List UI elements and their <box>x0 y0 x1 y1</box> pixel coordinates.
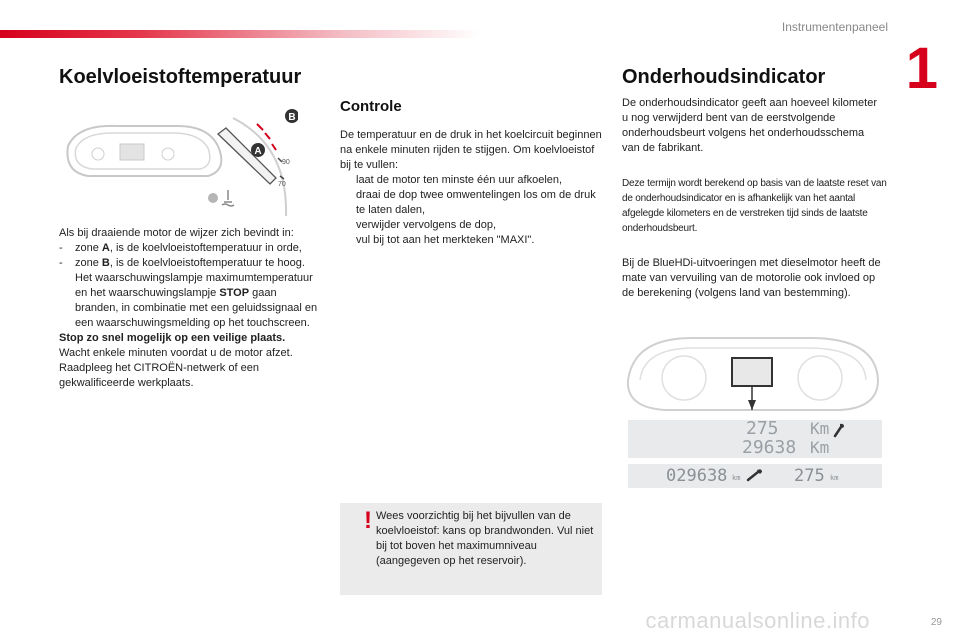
zone-list <box>59 241 319 331</box>
wrench-icon <box>832 422 846 438</box>
wait-text: Wacht enkele minuten voordat u de motor afzet. <box>59 347 293 359</box>
header-accent-bar <box>0 30 480 38</box>
service-km-2-unit: km <box>830 474 839 482</box>
list-item: - zone A, is de koelvloeistoftemperatuur in orde, <box>59 242 302 254</box>
wrench-icon <box>746 468 764 482</box>
warning-text: Wees voorzichtig bij het bijvullen van de koelvloeistof: kans op brandwonden. Vul niet bij tot boven het maximumniveau (aangegeven op het reservoir). <box>376 510 594 567</box>
intro-text: Als bij draaiende motor de wijzer zich bevindt in: <box>59 227 294 239</box>
odometer-2: 029638 <box>666 466 728 486</box>
odometer-2-unit: km <box>732 474 741 482</box>
maintenance-p3: Bij de BlueHDi-uitvoeringen met dieselmotor heeft de mate van vervuiling van de motorolie ook invloed op de berekening (volgens land van bestemming). <box>622 257 881 299</box>
odometer-unit: Km <box>810 438 830 457</box>
maintenance-p1: De onderhoudsindicator geeft aan hoeveel kilometer u nog verwijderd bent van de eerstvolgende onderhoudsbeurt volgens het onderhoudsschema van de fabrikant. <box>622 97 877 154</box>
coolant-description <box>59 226 319 391</box>
dashboard-illustration <box>620 330 886 416</box>
list-item: laat de motor ten minste één uur afkoelen, <box>356 174 563 186</box>
service-display-2 <box>628 464 882 488</box>
coolant-gauge-illustration <box>58 106 298 218</box>
warning-box <box>340 503 602 595</box>
controle-text-block <box>340 128 602 248</box>
temp-90-label: 90 <box>282 159 290 166</box>
service-display-1 <box>628 420 882 458</box>
list-item: draai de dop twee omwentelingen los om de druk te laten dalen, <box>356 189 596 216</box>
service-km-unit: Km <box>810 419 830 438</box>
maintenance-title: Onderhoudsindicator <box>622 66 826 88</box>
stop-instruction: Stop zo snel mogelijk op een veilige plaats. <box>59 332 286 344</box>
list-item: verwijder vervolgens de dop, <box>356 219 497 231</box>
page-number: 29 <box>930 617 942 628</box>
watermark: carmanualsonline.info <box>645 608 870 633</box>
service-km-2: 275 <box>794 466 825 486</box>
section-title: Instrumentenpaneel <box>781 20 888 34</box>
controle-text: De temperatuur en de druk in het koelcircuit beginnen na enkele minuten rijden te stijgen. Om koelvloeistof bij te vullen: <box>340 129 602 171</box>
odometer: 29638 <box>742 437 797 458</box>
service-km: 275 <box>746 418 779 439</box>
steps-list <box>340 173 602 248</box>
zone-a-label: A <box>254 146 262 157</box>
consult-text: Raadpleeg het CITROËN-netwerk of een gekwalificeerde werkplaats. <box>59 362 259 389</box>
maintenance-p2: Deze termijn wordt berekend op basis van de laatste reset van de onderhoudsindicator en is afhankelijk van het aantal afgelegde kilometers en de verstreken tijd sinds de laatste onderhoudsbeurt. <box>622 178 887 234</box>
list-item: vul bij tot aan het merkteken "MAXI". <box>356 234 535 246</box>
chapter-number: 1 <box>905 36 938 101</box>
coolant-title: Koelvloeistoftemperatuur <box>59 66 302 88</box>
zone-b-label: B <box>288 112 296 123</box>
list-item: - zone B, is de koelvloeistoftemperatuur te hoog. Het waarschuwingslampje maximumtemperatuur en het waarschuwingslampje STOP gaan branden, in combinatie met een geluidssignaal en een waarschuwingsmelding op het touchscreen. <box>59 257 318 329</box>
temp-70-label: 70 <box>278 181 286 188</box>
warning-icon: ! <box>364 507 372 534</box>
controle-title: Controle <box>340 98 402 115</box>
